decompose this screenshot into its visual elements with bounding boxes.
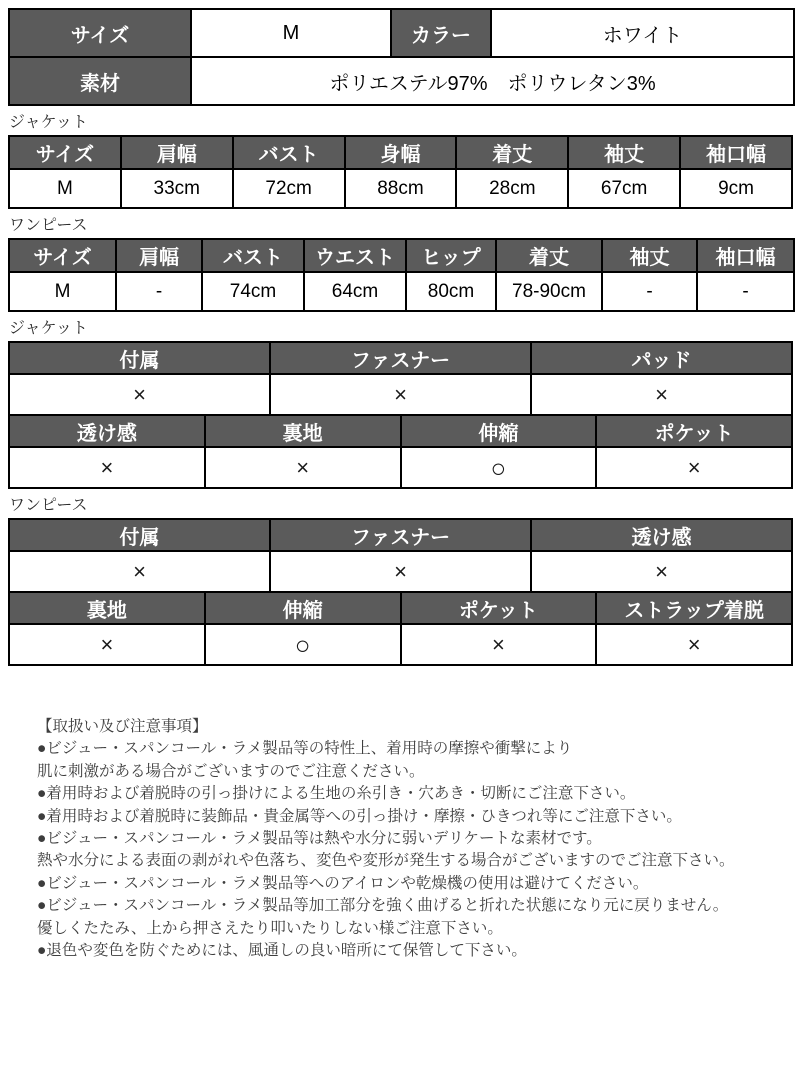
- value-cell: 28cm: [456, 169, 568, 208]
- value-cell: 88cm: [345, 169, 457, 208]
- header-cell: 袖丈: [602, 239, 697, 272]
- handling-notes-line: 熱や水分による表面の剥がれや色落ち、変色や変形が発生する場合がございますのでご注意下さい。: [37, 852, 735, 870]
- table-row: [9, 624, 792, 665]
- table-row: [9, 57, 794, 105]
- value-cell: -: [697, 272, 794, 311]
- header-cell: ファスナー: [270, 342, 531, 374]
- value-cell: 78-90cm: [496, 272, 602, 311]
- value-cell: ×: [531, 551, 792, 592]
- table-row: [9, 415, 792, 447]
- header-cell: パッド: [531, 342, 792, 374]
- header-cell: 身幅: [345, 136, 457, 169]
- value-cell: ○: [401, 447, 597, 488]
- color-label-cell: カラー: [391, 9, 491, 57]
- handling-notes-line: 肌に刺激がある場合がございますのでご注意ください。: [37, 762, 425, 780]
- table-row: [9, 519, 792, 551]
- value-cell: ×: [270, 551, 531, 592]
- value-cell: ×: [270, 374, 531, 415]
- onepiece-features-section-label: ワンピース: [9, 497, 88, 514]
- header-cell: 透け感: [9, 415, 205, 447]
- header-cell: サイズ: [9, 239, 116, 272]
- value-cell: 72cm: [233, 169, 345, 208]
- value-cell: ×: [596, 447, 792, 488]
- jacket-size-table: [8, 135, 793, 209]
- table-row: [9, 551, 792, 592]
- handling-notes-line: 優しくたたみ、上から押さえたり叩いたりしない様ご注意下さい。: [37, 919, 503, 937]
- value-cell: -: [116, 272, 202, 311]
- value-cell: -: [602, 272, 697, 311]
- header-cell: 肩幅: [121, 136, 233, 169]
- jacket-features-table-top: [8, 341, 793, 416]
- size-label-cell: サイズ: [9, 9, 191, 57]
- onepiece-size-table: [8, 238, 795, 312]
- header-cell: バスト: [233, 136, 345, 169]
- value-cell: ×: [205, 447, 401, 488]
- value-cell: ×: [9, 374, 270, 415]
- table-row: [9, 447, 792, 488]
- material-label-cell: 素材: [9, 57, 191, 105]
- header-cell: サイズ: [9, 136, 121, 169]
- value-cell: ×: [9, 551, 270, 592]
- jacket-features-table-bottom: [8, 414, 793, 489]
- value-cell: 33cm: [121, 169, 233, 208]
- value-cell: M: [9, 169, 121, 208]
- header-cell: 伸縮: [205, 592, 401, 624]
- handling-notes-line: ●着用時および着脱時の引っ掛けによる生地の糸引き・穴あき・切断にご注意下さい。: [37, 785, 636, 803]
- header-cell: 透け感: [531, 519, 792, 551]
- header-cell: ポケット: [401, 592, 597, 624]
- value-cell: 9cm: [680, 169, 792, 208]
- value-cell: 74cm: [202, 272, 304, 311]
- header-cell: 付属: [9, 519, 270, 551]
- handling-notes-line: ●ビジュー・スパンコール・ラメ製品等へのアイロンや乾燥機の使用は避けてください。: [37, 874, 649, 892]
- header-cell: ファスナー: [270, 519, 531, 551]
- table-row: [9, 9, 794, 57]
- header-cell: バスト: [202, 239, 304, 272]
- value-cell: ○: [205, 624, 401, 665]
- jacket-size-section-label: ジャケット: [9, 114, 88, 131]
- value-cell: ×: [9, 624, 205, 665]
- onepiece-size-section-label: ワンピース: [9, 217, 88, 234]
- handling-notes-line: ●ビジュー・スパンコール・ラメ製品等加工部分を強く曲げると折れた状態になり元に戻りません。: [37, 897, 729, 915]
- header-cell: 裏地: [205, 415, 401, 447]
- header-cell: ヒップ: [406, 239, 496, 272]
- header-cell: 着丈: [496, 239, 602, 272]
- jacket-features-section-label: ジャケット: [9, 320, 88, 337]
- table-row: [9, 239, 794, 272]
- value-cell: 64cm: [304, 272, 406, 311]
- table-row: [9, 136, 792, 169]
- value-cell: ×: [531, 374, 792, 415]
- header-cell: 袖口幅: [697, 239, 794, 272]
- table-row: [9, 342, 792, 374]
- header-cell: 伸縮: [401, 415, 597, 447]
- header-cell: 着丈: [456, 136, 568, 169]
- header-cell: 袖口幅: [680, 136, 792, 169]
- onepiece-features-table-bottom: [8, 591, 793, 666]
- header-cell: ポケット: [596, 415, 792, 447]
- header-cell: 付属: [9, 342, 270, 374]
- handling-notes-line: ●ビジュー・スパンコール・ラメ製品等は熱や水分に弱いデリケートな素材です。: [37, 830, 602, 848]
- material-value-cell: ポリエステル97% ポリウレタン3%: [191, 57, 794, 105]
- onepiece-features-table-top: [8, 518, 793, 593]
- header-cell: ウエスト: [304, 239, 406, 272]
- value-cell: M: [9, 272, 116, 311]
- header-cell: 裏地: [9, 592, 205, 624]
- spec-table: [8, 8, 795, 106]
- table-row: [9, 374, 792, 415]
- table-row: [9, 592, 792, 624]
- value-cell: ×: [401, 624, 597, 665]
- color-value-cell: ホワイト: [491, 9, 794, 57]
- value-cell: 67cm: [568, 169, 680, 208]
- value-cell: ×: [596, 624, 792, 665]
- value-cell: 80cm: [406, 272, 496, 311]
- handling-notes: [37, 716, 793, 962]
- table-row: [9, 272, 794, 311]
- handling-notes-line: ●退色や変色を防ぐためには、風通しの良い暗所にて保管して下さい。: [37, 942, 527, 960]
- handling-notes-line: ●ビジュー・スパンコール・ラメ製品等の特性上、着用時の摩擦や衝撃により: [37, 740, 573, 758]
- handling-notes-line: ●着用時および着脱時に装飾品・貴金属等への引っ掛け・摩擦・ひきつれ等にご注意下さい。: [37, 807, 682, 825]
- header-cell: ストラップ着脱: [596, 592, 792, 624]
- value-cell: ×: [9, 447, 205, 488]
- table-row: [9, 169, 792, 208]
- handling-notes-title: 【取扱い及び注意事項】: [37, 718, 208, 735]
- header-cell: 肩幅: [116, 239, 202, 272]
- size-value-cell: M: [191, 9, 391, 57]
- header-cell: 袖丈: [568, 136, 680, 169]
